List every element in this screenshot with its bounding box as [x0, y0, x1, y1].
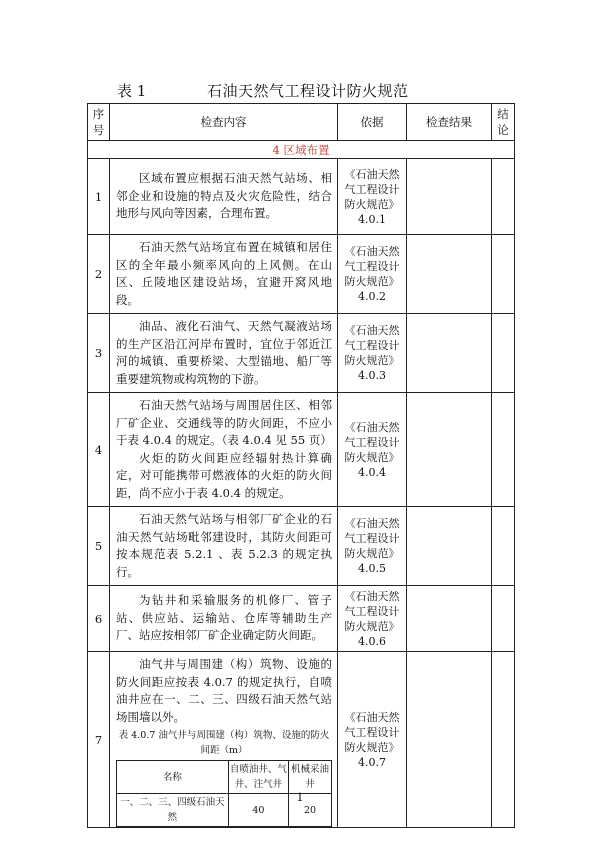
row-paragraph: 石油天然气站场宜布置在城镇和居住区的全年最小频率风向的上风侧。在山区、丘陵地区建设站场，宜避开窝风地段。: [116, 240, 332, 307]
table-row: [88, 314, 515, 393]
basis-line: 气工程设计: [344, 435, 400, 449]
basis-line: 防火规范》: [344, 547, 400, 560]
header-result: 检查结果: [407, 104, 492, 141]
document-title: [0, 80, 600, 102]
row-conclusion[interactable]: [492, 507, 515, 586]
row-paragraph: 油气井与周围建（构）筑物、设施的防火间距应按表 4.0.7 的规定执行，自喷油井应在一、二、三、四级石油天然气站场围墙以外。: [116, 657, 332, 724]
inner-table-caption: 表 4.0.7 油气井与周围建（构）筑物、设施的防火间距（m）: [118, 730, 330, 756]
row-paragraph: 石油天然气站场与周围居住区、相邻厂矿企业、交通线等的防火间距，不应小于表 4.0.4 的规定。（表 4.0.4 见 55 页）: [116, 398, 332, 447]
table-label: 表 1: [117, 82, 147, 100]
row-result[interactable]: [407, 159, 492, 235]
basis-line: 气工程设计: [344, 725, 400, 739]
basis-line: 气工程设计: [344, 182, 400, 196]
row-basis: [338, 235, 407, 314]
row-content: [110, 393, 338, 507]
row-basis: [338, 393, 407, 507]
basis-line: 气工程设计: [344, 532, 400, 545]
basis-line: 防火规范》: [344, 450, 400, 464]
row-number: 4: [88, 393, 110, 507]
row-paragraph: 火炬的防火间距应经辐射热计算确定，对可能携带可燃液体的火炬的防火间距，尚不应小于表 4.0.4 的规定。: [116, 450, 332, 500]
inner-row-label: 一、二、三、四级石油天然: [117, 794, 229, 827]
row-number: 1: [88, 159, 110, 235]
basis-line: 防火规范》: [344, 275, 400, 288]
basis-line: 气工程设计: [344, 339, 400, 352]
row-basis: [338, 314, 407, 393]
basis-line: 4.0.2: [358, 290, 386, 303]
table-row: [88, 507, 515, 586]
basis-line: 《石油天然: [344, 420, 400, 434]
basis-line: 气工程设计: [344, 604, 400, 618]
row-content: [110, 586, 338, 652]
basis-line: 《石油天然: [344, 167, 400, 181]
basis-line: 4.0.4: [358, 465, 386, 479]
row-paragraph: 石油天然气站场与相邻厂矿企业的石油天然气站场毗邻建设时，其防火间距可按本规范表 5.2.1 、表 5.2.3 的规定执行。: [116, 512, 332, 579]
row-number: 3: [88, 314, 110, 393]
row-basis: [338, 586, 407, 652]
row-content: [110, 159, 338, 235]
row-result[interactable]: [407, 586, 492, 652]
header-conclusion: 结论: [492, 104, 515, 141]
table-row: [88, 586, 515, 652]
basis-line: 《石油天然: [344, 517, 400, 530]
basis-line: 《石油天然: [344, 245, 400, 258]
basis-line: 4.0.7: [358, 755, 386, 769]
basis-line: 气工程设计: [344, 260, 400, 273]
basis-line: 4.0.1: [358, 212, 386, 226]
basis-line: 《石油天然: [344, 589, 400, 603]
row-number: 7: [88, 652, 110, 828]
row-result[interactable]: [407, 393, 492, 507]
header-row: [88, 104, 515, 141]
row-conclusion[interactable]: [492, 235, 515, 314]
section-title: 4 区域布置: [88, 141, 515, 159]
basis-line: 4.0.5: [358, 562, 386, 575]
row-number: 6: [88, 586, 110, 652]
table-row: [88, 159, 515, 235]
row-result[interactable]: [407, 507, 492, 586]
row-number: 5: [88, 507, 110, 586]
basis-line: 防火规范》: [344, 740, 400, 754]
row-content: [110, 235, 338, 314]
basis-line: 4.0.3: [358, 369, 386, 382]
row-basis: [338, 159, 407, 235]
row-basis: [338, 507, 407, 586]
row-paragraph: 油品、液化石油气、天然气凝液站场的生产区沿江河岸布置时，宜位于邻近江河的城镇、重要桥梁、大型锚地、船厂等重要建筑物或构筑物的下游。: [116, 319, 332, 386]
row-conclusion[interactable]: [492, 393, 515, 507]
header-basis: 依据: [338, 104, 407, 141]
row-conclusion[interactable]: [492, 314, 515, 393]
inspection-table: [87, 103, 515, 828]
row-result[interactable]: [407, 235, 492, 314]
header-content: 检查内容: [110, 104, 338, 141]
section-row: [88, 141, 515, 159]
row-content: [110, 314, 338, 393]
row-paragraph: 区域布置应根据石油天然气站场、相邻企业和设施的特点及火灾危险性，结合地形与风向等因素，合理布置。: [116, 171, 332, 221]
row-number: 2: [88, 235, 110, 314]
header-seq: 序号: [88, 104, 110, 141]
inner-col-name: 名称: [117, 761, 229, 794]
row-conclusion[interactable]: [492, 159, 515, 235]
basis-line: 《石油天然: [344, 324, 400, 337]
inner-col-a: 自喷油井、气井、注气井: [228, 761, 288, 794]
page-number: 1: [296, 791, 304, 804]
row-result[interactable]: [407, 314, 492, 393]
inner-col-b: 机械采油井: [288, 761, 331, 794]
inner-val-b: 20: [288, 794, 331, 827]
basis-line: 防火规范》: [344, 354, 400, 367]
basis-line: 防火规范》: [344, 619, 400, 633]
basis-line: 防火规范》: [344, 197, 400, 211]
basis-line: 4.0.6: [358, 634, 386, 648]
inner-val-a: 40: [228, 794, 288, 827]
table-row: [88, 393, 515, 507]
table-row: [88, 235, 515, 314]
row-paragraph: 为钻井和采输服务的机修厂、管子站、供应站、运输站、仓库等辅助生产厂、站应按相邻厂矿企业确定防火间距。: [116, 593, 332, 643]
row-conclusion[interactable]: [492, 586, 515, 652]
table-title: 石油天然气工程设计防火规范: [207, 82, 409, 100]
row-content: [110, 507, 338, 586]
inner-header-row: [117, 761, 332, 794]
basis-line: 《石油天然: [344, 710, 400, 724]
